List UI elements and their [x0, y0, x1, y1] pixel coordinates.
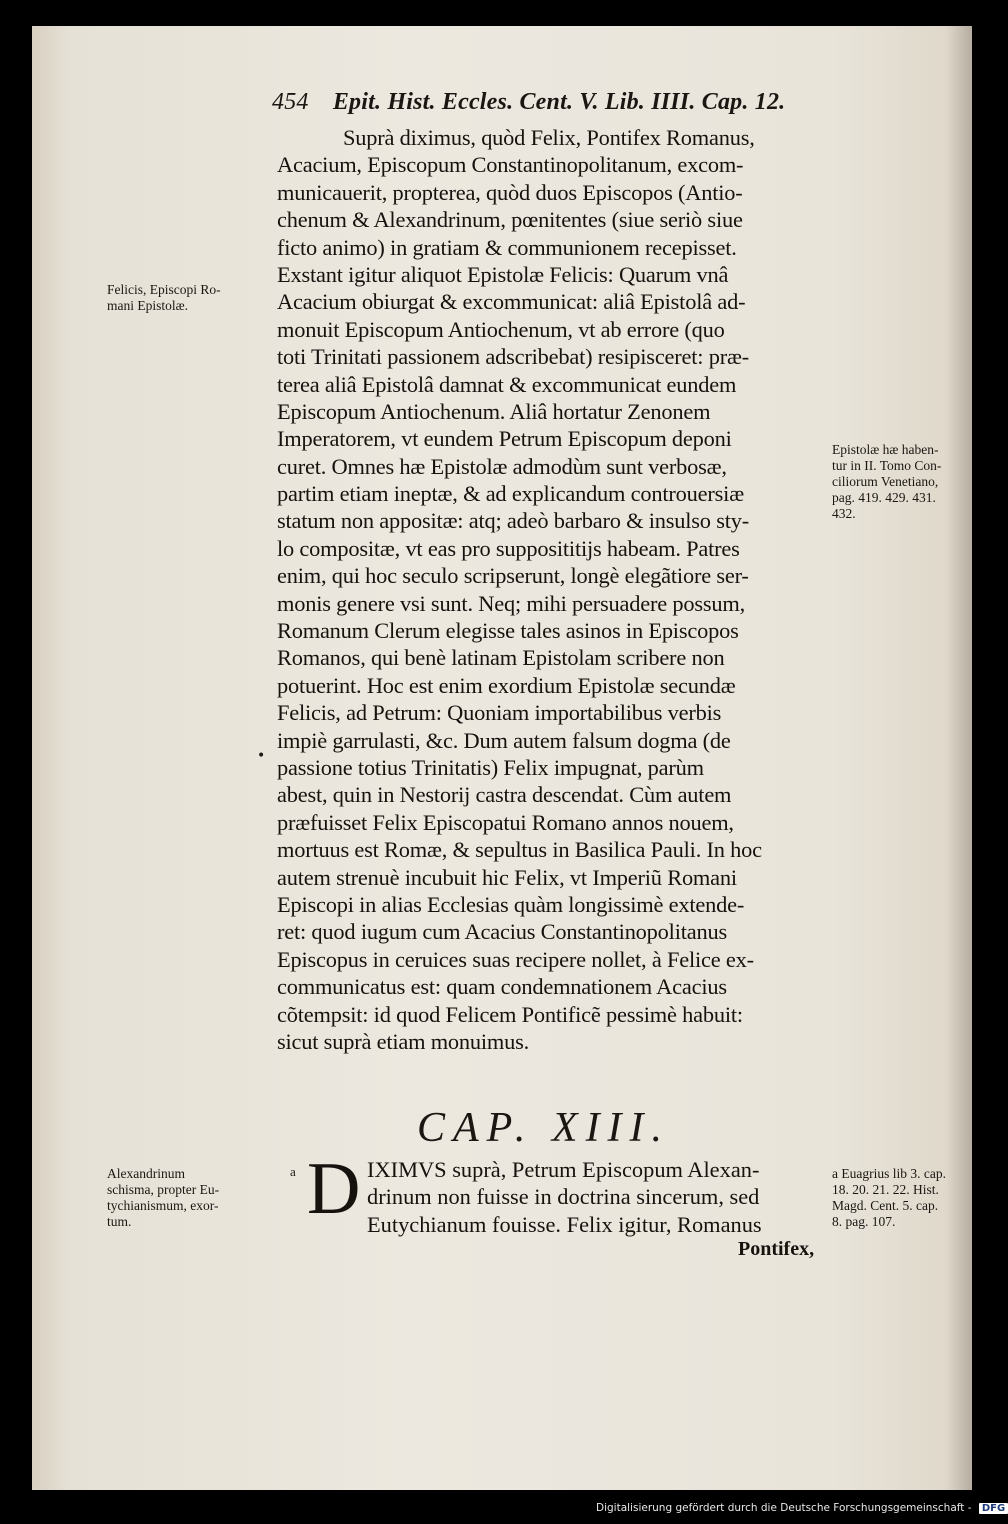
book-page [32, 26, 972, 1490]
running-header [272, 89, 832, 116]
text-line: terea aliâ Epistolâ damnat & excommunicat eundem [277, 371, 737, 397]
margin-note-line: Magd. Cent. 5. cap. [832, 1198, 939, 1213]
text-line: impiè garrulasti, &c. Dum autem falsum dogma (de [277, 727, 731, 753]
margin-note-line: pag. 419. 429. 431. [832, 490, 936, 505]
text-line: sicut suprà etiam monuimus. [277, 1028, 530, 1054]
margin-note-left [107, 282, 267, 314]
margin-note-line: Alexandrinum [107, 1166, 185, 1181]
text-line: Episcopum Antiochenum. Aliâ hortatur Zenonem [277, 398, 711, 424]
credit-text: Digitalisierung gefördert durch die Deutsche Forschungsgemeinschaft - [596, 1502, 972, 1514]
text-line: partim etiam ineptæ, & ad explicandum controuersiæ [277, 481, 744, 507]
text-line: cõtempsit: id quod Felicem Pontificẽ pessimè habuit: [277, 1001, 743, 1027]
text-line: chenum & Alexandrinum, pœnitentes (siue seriò siue [277, 207, 743, 233]
marginal-dot: • [257, 748, 266, 764]
text-line: Acacium, Episcopum Constantinopolitanum, excom- [277, 152, 744, 178]
digitization-credit [596, 1502, 1008, 1514]
dfg-logo-icon: DFG [979, 1503, 1008, 1514]
margin-note-line: tychianismum, exor- [107, 1198, 219, 1213]
text-line: mortuus est Romæ, & sepultus in Basilica Pauli. In hoc [277, 837, 762, 863]
chapter-text-block [367, 1156, 842, 1238]
text-line: præfuisset Felix Episcopatui Romano annos nouem, [277, 809, 734, 835]
text-line: enim, qui hoc seculo scripserunt, longè elegãtiore ser- [277, 563, 749, 589]
margin-note-line: a Euagrius lib 3. cap. [832, 1166, 946, 1181]
margin-note-left [107, 1166, 267, 1230]
text-line: Acacium obiurgat & excommunicat: aliâ Epistolâ ad- [277, 289, 746, 315]
running-title: Epit. Hist. Eccles. Cent. V. Lib. IIII. Cap. 12. [332, 89, 786, 115]
page-number: 454 [272, 89, 309, 115]
text-line: municauerit, propterea, quòd duos Episcopos (Antio- [277, 179, 743, 205]
page-edge-shadow [946, 26, 972, 1490]
text-line: Romanum Clerum elegisse tales asinos in Episcopos [277, 618, 739, 644]
main-text-block [277, 124, 842, 1055]
text-line: Romanos, qui benè latinam Epistolam scribere non [277, 645, 725, 671]
text-line: passione totius Trinitatis) Felix impugnat, parùm [277, 754, 704, 780]
text-line: Episcopus in ceruices suas recipere nollet, à Felice ex- [277, 946, 754, 972]
drop-cap: D [307, 1148, 361, 1230]
margin-note-right [832, 1166, 982, 1230]
margin-note-line: 8. pag. 107. [832, 1214, 896, 1229]
text-line: abest, quin in Nestorij castra descendat. Cùm autem [277, 782, 732, 808]
text-line: potuerint. Hoc est enim exordium Epistolæ secundæ [277, 672, 736, 698]
chapter-heading: CAP. XIII. [417, 1105, 671, 1151]
margin-note-line: Felicis, Episcopi Ro- [107, 282, 221, 297]
margin-note-line: Epistolæ hæ haben- [832, 442, 939, 457]
margin-note-line: tum. [107, 1214, 132, 1229]
text-line: toti Trinitati passionem adscribebat) resipisceret: præ- [277, 344, 749, 370]
margin-note-line: tur in II. Tomo Con- [832, 458, 942, 473]
text-line: ficto animo) in gratiam & communionem recepisset. [277, 234, 737, 260]
text-line: Episcopi in alias Ecclesias quàm longissimè extende- [277, 891, 745, 917]
margin-note-line: 432. [832, 506, 856, 521]
footnote-marker: a [290, 1164, 296, 1179]
text-line: Imperatorem, vt eundem Petrum Episcopum deponi [277, 426, 732, 452]
margin-note-right [832, 442, 982, 522]
margin-note-line: 18. 20. 21. 22. Hist. [832, 1182, 939, 1197]
margin-note-line: ciliorum Venetiano, [832, 474, 939, 489]
text-line: Suprà diximus, quòd Felix, Pontifex Romanus, [343, 125, 755, 150]
text-line: lo compositæ, vt eas pro supposititijs habeam. Patres [277, 535, 740, 561]
text-line: curet. Omnes hæ Epistolæ admodùm sunt verbosæ, [277, 453, 727, 479]
text-line: autem strenuè incubuit hic Felix, vt Imperiũ Romani [277, 864, 737, 890]
text-line: monis genere vsi sunt. Neq; mihi persuadere possum, [277, 590, 746, 616]
text-line: communicatus est: quam condemnationem Acacius [277, 974, 727, 1000]
catchword: Pontifex, [738, 1238, 815, 1260]
margin-note-line: mani Epistolæ. [107, 298, 188, 313]
text-line: ret: quod iugum cum Acacius Constantinopolitanus [277, 919, 727, 945]
text-line: Eutychianum fouisse. Felix igitur, Romanus [367, 1211, 762, 1237]
text-line: Exstant igitur aliquot Epistolæ Felicis: Quarum vnâ [277, 261, 729, 287]
text-line: statum non appositæ: atq; adeò barbaro & insulso sty- [277, 508, 749, 534]
text-line: IXIMVS suprà, Petrum Episcopum Alexan- [367, 1157, 760, 1182]
margin-note-line: schisma, propter Eu- [107, 1182, 220, 1197]
text-line: Felicis, ad Petrum: Quoniam importabilibus verbis [277, 700, 722, 726]
text-line: drinum non fuisse in doctrina sincerum, sed [367, 1184, 760, 1210]
text-line: monuit Episcopum Antiochenum, vt ab errore (quo [277, 316, 725, 342]
